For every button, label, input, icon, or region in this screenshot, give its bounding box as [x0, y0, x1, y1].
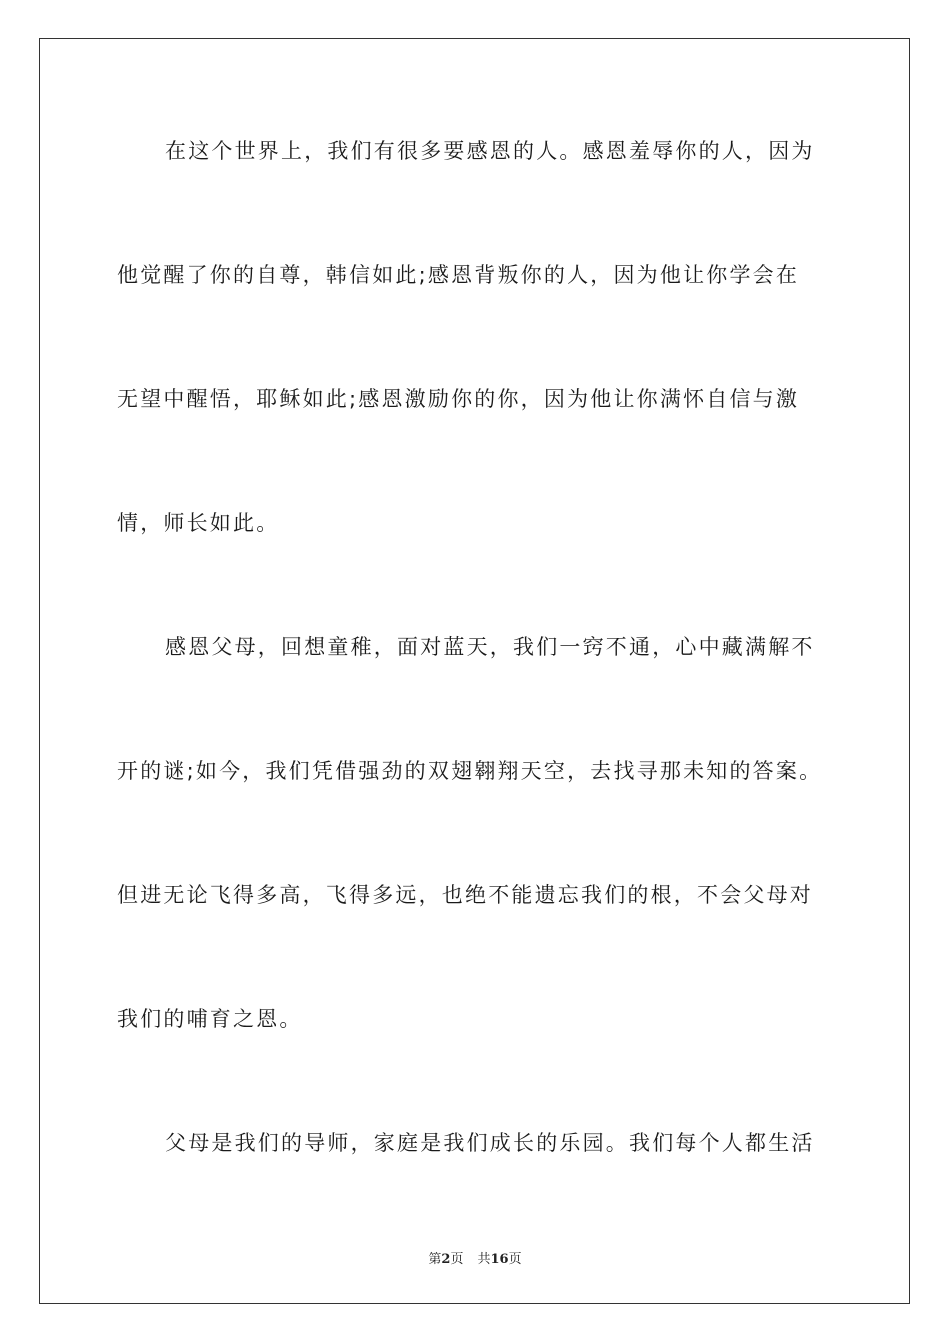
paragraph-1-line-3: 无望中醒悟，耶稣如此;感恩激励你的你，因为他让你满怀自信与激	[117, 387, 800, 411]
paragraph-1-line-2: 他觉醒了你的自尊，韩信如此;感恩背叛你的人，因为他让你学会在	[117, 263, 800, 287]
paragraph-2-line-3: 但进无论飞得多高，飞得多远，也绝不能遗忘我们的根，不会父母对	[117, 883, 813, 907]
paragraph-2-line-1: 感恩父母，回想童稚，面对蓝天，我们一窍不通，心中藏满解不	[165, 635, 815, 659]
paragraph-1-line-4: 情，师长如此。	[117, 511, 280, 535]
paragraph-1-line-1: 在这个世界上，我们有很多要感恩的人。感恩羞辱你的人，因为	[165, 139, 815, 163]
page-footer	[0, 1248, 950, 1267]
paragraph-2-line-4: 我们的哺育之恩。	[117, 1007, 303, 1031]
paragraph-3-line-1: 父母是我们的导师，家庭是我们成长的乐园。我们每个人都生活	[165, 1131, 815, 1155]
page-border	[39, 38, 910, 1304]
paragraph-2-line-2: 开的谜;如今，我们凭借强劲的双翅翱翔天空，去找寻那未知的答案。	[117, 759, 823, 783]
footer-total-suffix: 页	[508, 1252, 522, 1267]
footer-total-number: 16	[490, 1252, 509, 1267]
footer-page-prefix: 第	[428, 1252, 442, 1267]
footer-total-prefix: 共	[477, 1252, 491, 1267]
footer-page-suffix: 页	[450, 1252, 464, 1267]
footer-page-number: 2	[441, 1252, 451, 1267]
